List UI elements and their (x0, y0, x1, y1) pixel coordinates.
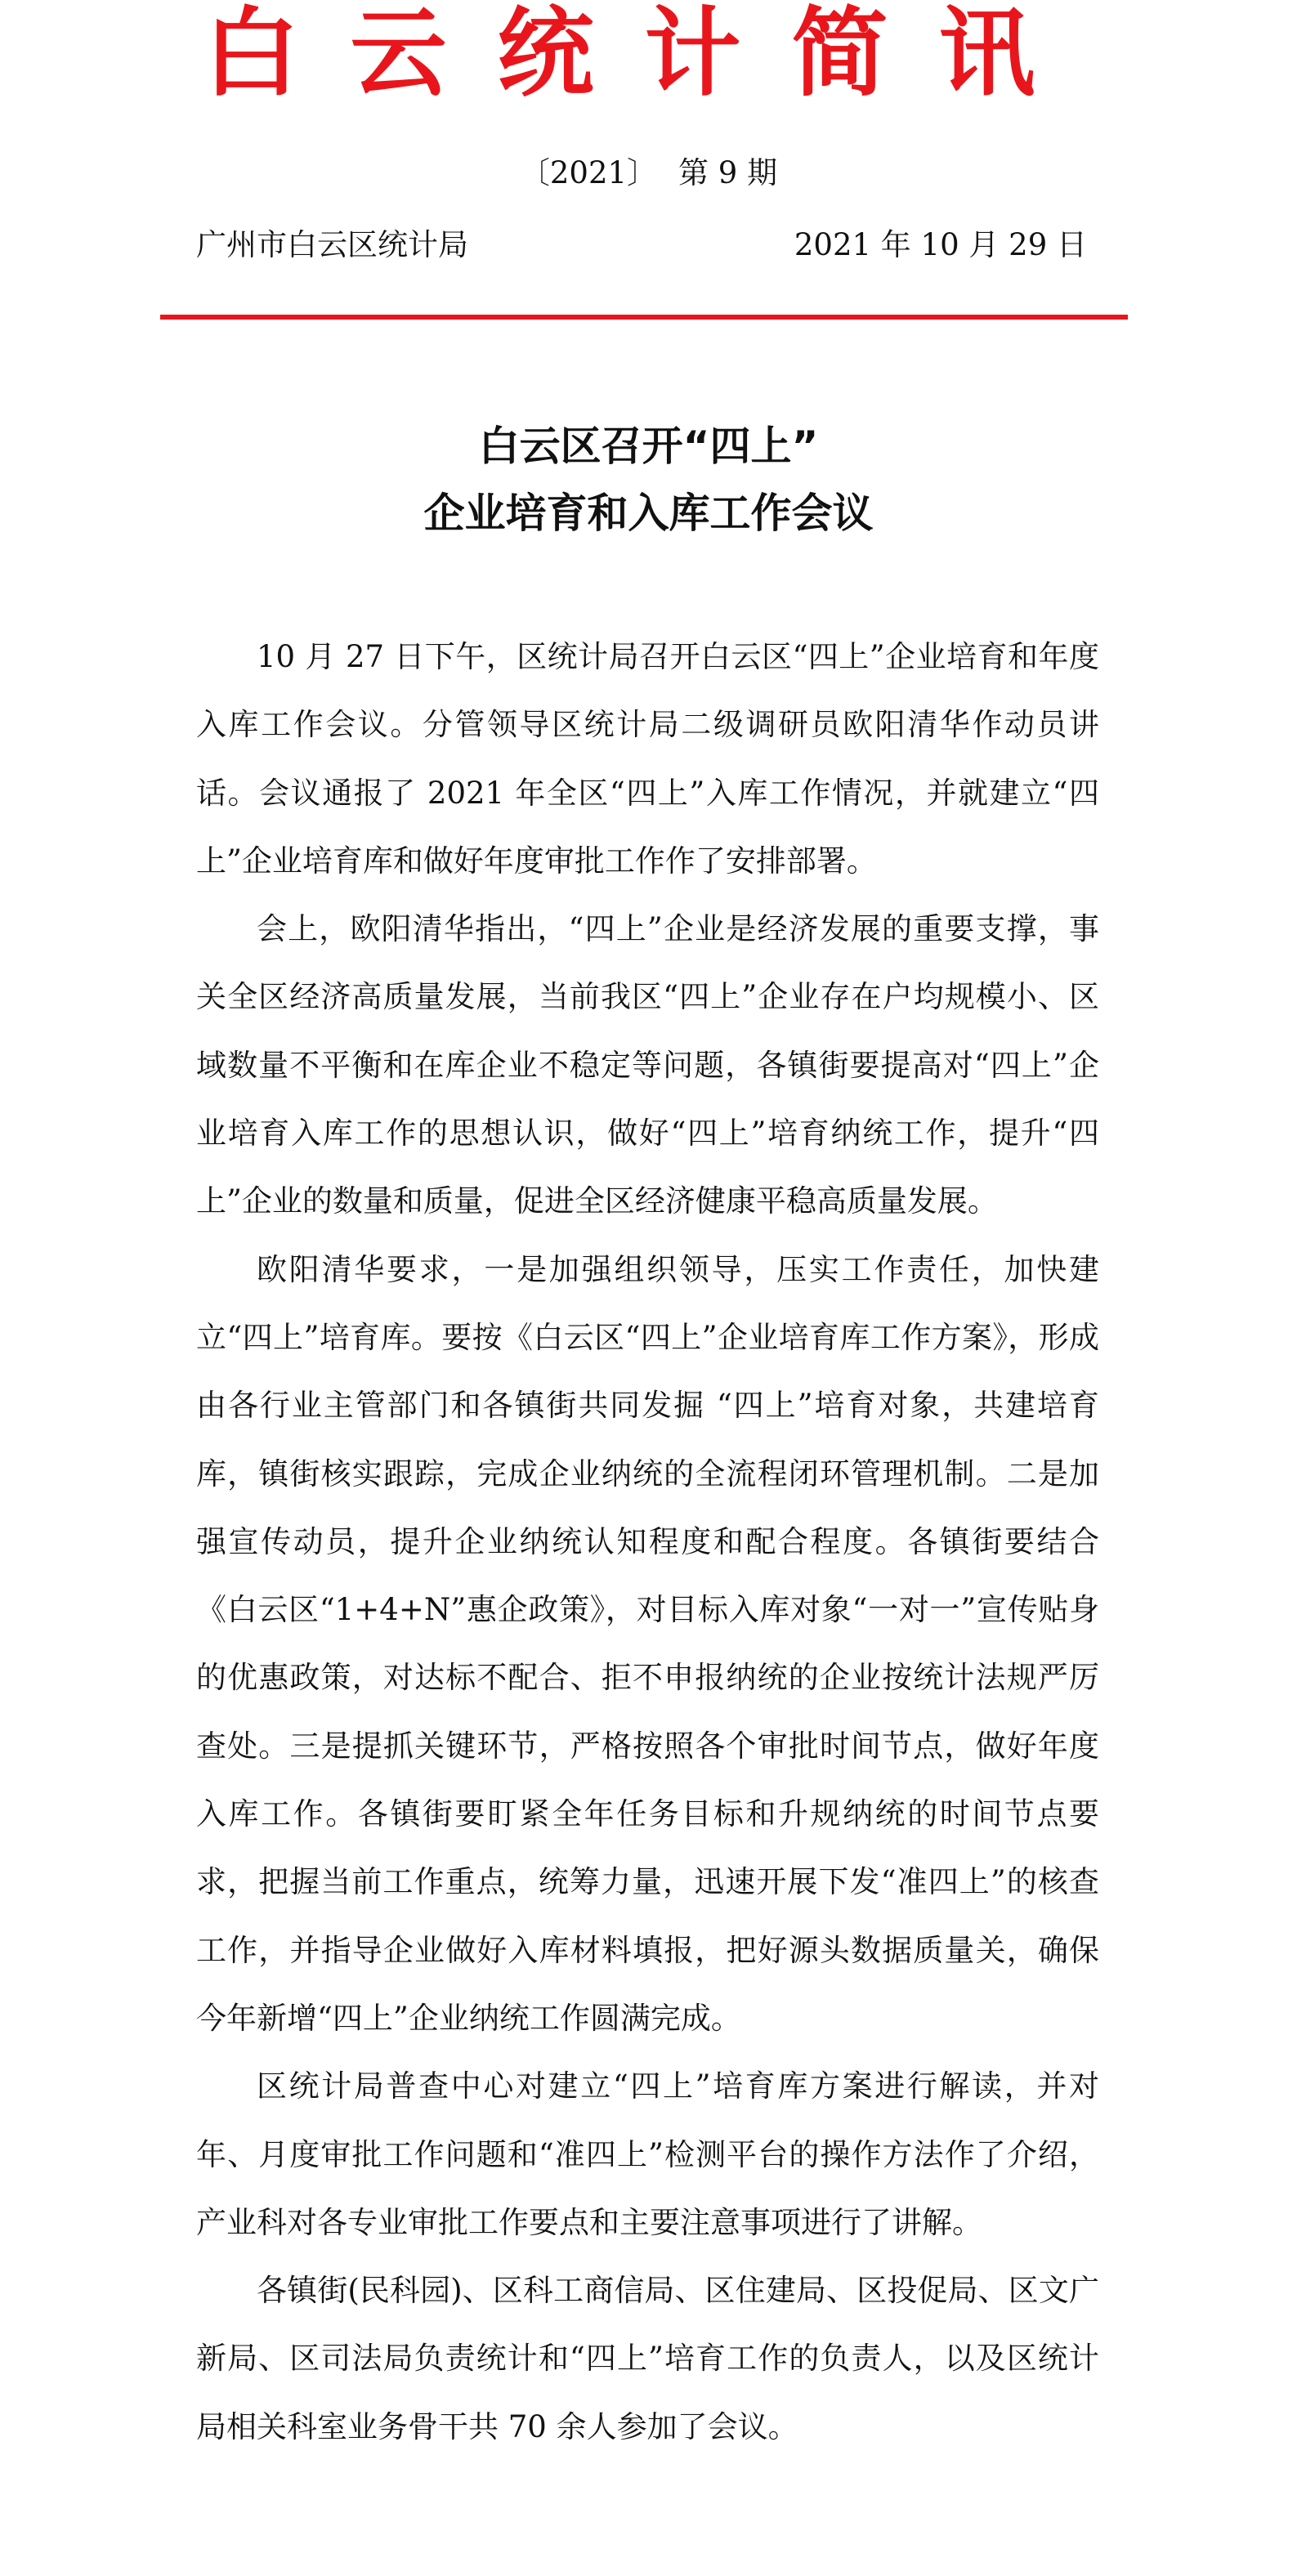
paragraph-3: 欧阳清华要求，一是加强组织领导，压实工作责任，加快建立“四上”培育库。要按《白云区“四上”企业培育库工作方案》，形成由各行业主管部门和各镇街共同发掘 “四上”培育对象，共建培育库，镇街核实跟踪，完成企业纳统的全流程闭环管理机制。二是加强宣传动员，提升企业纳统认知程度和配合程度。各镇街要结合《白云区“1+4+N”惠企政策》，对目标入库对象“一对一”宣传贴身的优惠政策，对达标不配合、拒不申报纳统的企业按统计法规严厉查处。三是提抓关键环节，严格按照各个审批时间节点，做好年度入库工作。各镇街要盯紧全年任务目标和升规纳统的时间节点要求，把握当前工作重点，统筹力量，迅速开展下发“准四上”的核查工作，并指导企业做好入库材料填报，把好源头数据质量关，确保今年新增“四上”企业纳统工作圆满完成。 (196, 1251, 1099, 2036)
issue-date: 2021 年 10 月 29 日 (794, 227, 1087, 262)
paragraph-5: 各镇街(民科园)、区科工商信局、区住建局、区投促局、区文广新局、区司法局负责统计和“四上”培育工作的负责人，以及区统计局相关科室业务骨干共 70 余人参加了会议。 (196, 2273, 1099, 2444)
issue-year: 〔2021〕 (519, 155, 658, 190)
header-divider (160, 315, 1128, 320)
article-title-line-1: 白云区召开“四上” (478, 423, 819, 470)
issuer-name: 广州市白云区统计局 (196, 227, 468, 262)
article-title (0, 413, 1297, 547)
article-title-line-2: 企业培育和入库工作会议 (423, 490, 874, 537)
issue-line (0, 154, 1297, 193)
issue-number: 第 9 期 (678, 155, 778, 190)
masthead-title: 白云统计简讯 (203, 0, 1086, 110)
paragraph-2: 会上，欧阳清华指出，“四上”企业是经济发展的重要支撑，事关全区经济高质量发展，当前我区“四上”企业存在户均规模小、区域数量不平衡和在库企业不稳定等问题，各镇街要提高对“四上”企业培育入库工作的思想认识，做好“四上”培育纳统工作，提升“四上”企业的数量和质量，促进全区经济健康平稳高质量发展。 (196, 911, 1099, 1219)
paragraph-1: 10 月 27 日下午，区统计局召开白云区“四上”企业培育和年度入库工作会议。分管领导区统计局二级调研员欧阳清华作动员讲话。会议通报了 2021 年全区“四上”入库工作情况，并就建立“四上”企业培育库和做好年度审批工作作了安排部署。 (196, 639, 1099, 879)
issuer-date-row (196, 225, 1087, 266)
paragraph-4: 区统计局普查中心对建立“四上”培育库方案进行解读，并对年、月度审批工作问题和“准四上”检测平台的操作方法作了介绍，产业科对各专业审批工作要点和主要注意事项进行了讲解。 (196, 2068, 1099, 2240)
article-body (196, 623, 1099, 2461)
